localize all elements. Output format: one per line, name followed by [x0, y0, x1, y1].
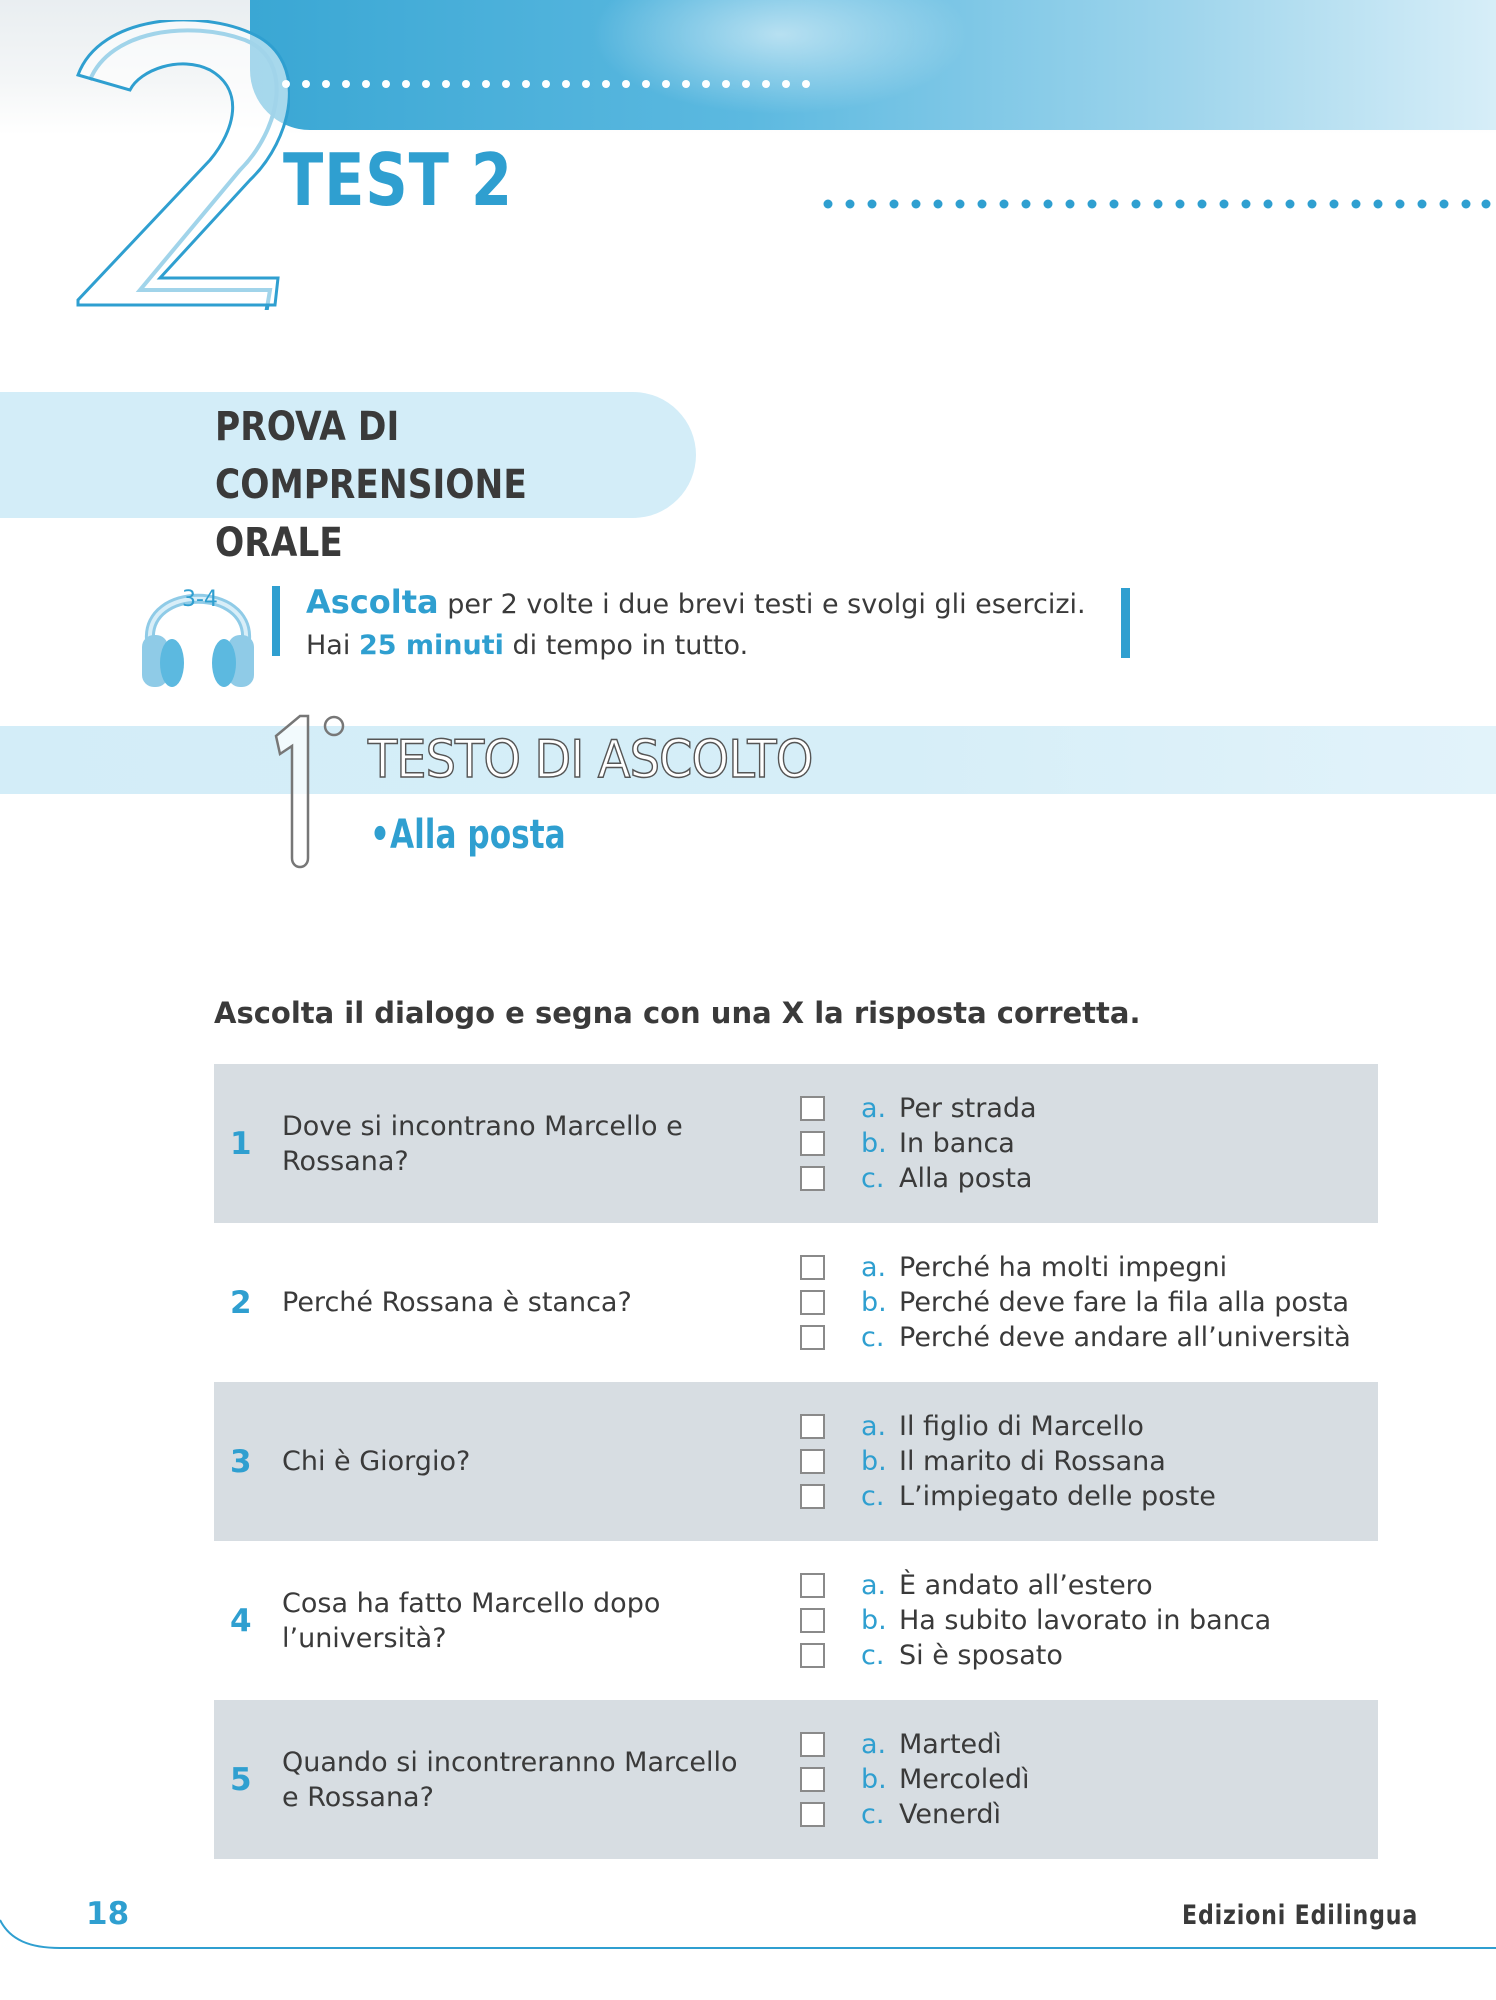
answer-checkbox[interactable]: [800, 1131, 825, 1156]
option-text: Alla posta: [899, 1163, 1033, 1194]
keyword-time: 25 minuti: [358, 630, 504, 661]
question-row: [214, 1064, 1378, 1223]
answer-options: [800, 1700, 1030, 1859]
answer-option: [800, 1479, 1216, 1514]
answer-checkbox[interactable]: [800, 1643, 825, 1668]
option-letter: c.: [861, 1799, 885, 1830]
answer-checkbox[interactable]: [800, 1484, 825, 1509]
answer-options: [800, 1223, 1351, 1382]
option-text: Per strada: [899, 1093, 1037, 1124]
answer-checkbox[interactable]: [800, 1166, 825, 1191]
answer-checkbox[interactable]: [800, 1732, 825, 1757]
answer-option: [800, 1568, 1271, 1603]
option-text: In banca: [899, 1128, 1015, 1159]
answer-checkbox[interactable]: [800, 1255, 825, 1280]
option-letter: b.: [861, 1128, 887, 1159]
question-text: Cosa ha fatto Marcello dopo l’università?: [282, 1587, 661, 1654]
option-text: L’impiegato delle poste: [899, 1481, 1216, 1512]
answer-option: [800, 1091, 1037, 1126]
option-text: Perché deve fare la fila alla posta: [899, 1287, 1350, 1318]
answer-checkbox[interactable]: [800, 1449, 825, 1474]
option-text: Ha subito lavorato in banca: [899, 1605, 1272, 1636]
answer-option: [800, 1603, 1271, 1638]
header-band: [250, 0, 1496, 130]
answer-checkbox[interactable]: [800, 1325, 825, 1350]
answer-option: [800, 1320, 1351, 1355]
option-letter: a.: [861, 1093, 887, 1124]
question-number: 5: [230, 1761, 252, 1798]
answer-option: [800, 1126, 1037, 1161]
option-letter: c.: [861, 1163, 885, 1194]
decorative-dots: [280, 78, 820, 90]
page-number: 18: [86, 1896, 130, 1932]
decorative-dots: [822, 198, 1492, 210]
option-text: Mercoledì: [899, 1764, 1030, 1795]
instruction-line1: per 2 volte i due brevi testi e svolgi gli esercizi.: [438, 589, 1086, 620]
publisher-name: Edizioni Edilingua: [1182, 1900, 1419, 1931]
answer-checkbox[interactable]: [800, 1608, 825, 1633]
question-text: Chi è Giorgio?: [282, 1446, 471, 1477]
option-text: Si è sposato: [899, 1640, 1063, 1671]
option-text: Martedì: [899, 1729, 1002, 1760]
instruction-line2-end: di tempo in tutto.: [503, 630, 749, 661]
question-row: [214, 1700, 1378, 1859]
answer-checkbox[interactable]: [800, 1767, 825, 1792]
answer-checkbox[interactable]: [800, 1414, 825, 1439]
big-numeral-2: [70, 20, 290, 310]
option-text: È andato all’estero: [899, 1570, 1153, 1601]
question-row: [214, 1541, 1378, 1700]
headphones-icon: [138, 565, 258, 695]
option-letter: c.: [861, 1640, 885, 1671]
option-letter: b.: [861, 1287, 887, 1318]
answer-option: [800, 1762, 1030, 1797]
answer-option: [800, 1444, 1216, 1479]
answer-checkbox[interactable]: [800, 1096, 825, 1121]
listening-title: TESTO DI ASCOLTO: [368, 730, 813, 790]
option-letter: c.: [861, 1322, 885, 1353]
listening-subtitle: •Alla posta: [370, 812, 566, 858]
instruction-text: [306, 582, 1086, 666]
question-table: [214, 1064, 1378, 1859]
option-letter: b.: [861, 1605, 887, 1636]
option-letter: a.: [861, 1252, 887, 1283]
keyword-ascolta: Ascolta: [306, 583, 439, 621]
exercise-instruction: Ascolta il dialogo e segna con una X la risposta corretta.: [214, 996, 1141, 1030]
option-text: Il figlio di Marcello: [899, 1411, 1144, 1442]
answer-options: [800, 1382, 1216, 1541]
question-number: 1: [230, 1125, 252, 1162]
track-number: 3-4: [182, 587, 218, 612]
option-letter: a.: [861, 1411, 887, 1442]
option-letter: b.: [861, 1446, 887, 1477]
answer-checkbox[interactable]: [800, 1573, 825, 1598]
instruction-bar: [272, 586, 280, 656]
section-title-line1: PROVA DI: [215, 404, 400, 450]
section-title-line2: COMPRENSIONE ORALE: [215, 462, 527, 566]
option-letter: c.: [861, 1481, 885, 1512]
answer-option: [800, 1797, 1030, 1832]
answer-options: [800, 1064, 1037, 1223]
question-number: 4: [230, 1602, 252, 1639]
answer-option: [800, 1161, 1037, 1196]
question-text: Dove si incontrano Marcello e Rossana?: [282, 1110, 683, 1177]
option-text: Perché ha molti impegni: [899, 1252, 1228, 1283]
answer-checkbox[interactable]: [800, 1290, 825, 1315]
section-title: [215, 398, 662, 572]
question-row: [214, 1223, 1378, 1382]
answer-option: [800, 1638, 1271, 1673]
question-text: Quando si incontreranno Marcello e Rossana?: [282, 1746, 738, 1813]
option-text: Venerdì: [899, 1799, 1001, 1830]
answer-options: [800, 1541, 1271, 1700]
question-text: Perché Rossana è stanca?: [282, 1287, 632, 1318]
option-text: Perché deve andare all’università: [899, 1322, 1351, 1353]
option-letter: b.: [861, 1764, 887, 1795]
answer-option: [800, 1285, 1351, 1320]
instruction-bar: [1121, 588, 1130, 658]
option-letter: a.: [861, 1729, 887, 1760]
question-number: 3: [230, 1443, 252, 1480]
instruction-line2-start: Hai: [306, 630, 359, 661]
question-row: [214, 1382, 1378, 1541]
page-title: TEST 2: [283, 138, 513, 222]
answer-checkbox[interactable]: [800, 1802, 825, 1827]
ordinal-1-icon: [268, 708, 358, 878]
option-letter: a.: [861, 1570, 887, 1601]
answer-option: [800, 1250, 1351, 1285]
answer-option: [800, 1409, 1216, 1444]
question-number: 2: [230, 1284, 252, 1321]
option-text: Il marito di Rossana: [899, 1446, 1166, 1477]
answer-option: [800, 1727, 1030, 1762]
